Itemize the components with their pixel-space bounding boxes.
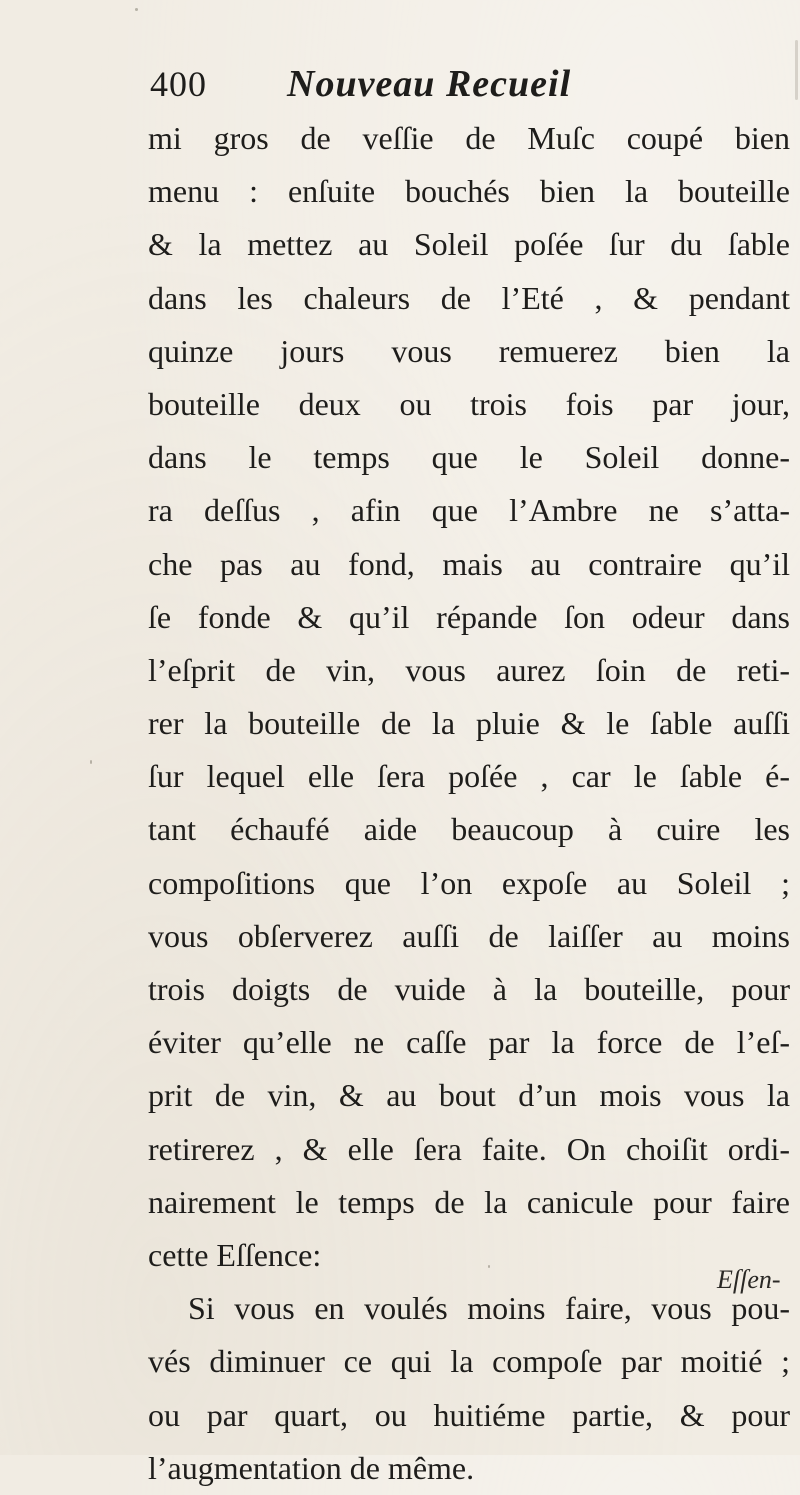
text-line: bouteille deux ou trois fois par jour,	[148, 385, 790, 422]
text-line: vés diminuer ce qui la compoſe par moitié ;	[148, 1343, 790, 1380]
page-number: 400	[150, 64, 207, 104]
text-line: menu : enſuite bouchés bien la bouteille	[148, 173, 790, 210]
text-line: che pas au fond, mais au contraire qu’il	[148, 545, 790, 582]
text-line: vous obſerverez auſſi de laiſſer au moins	[148, 917, 790, 954]
text-line: cette Eſſence:	[148, 1236, 322, 1273]
text-line: tant échaufé aide beaucoup à cuire les	[148, 811, 790, 848]
paper-speck	[795, 40, 798, 100]
text-line: ſur lequel elle ſera poſée , car le ſable é-	[148, 758, 790, 795]
text-line: & la mettez au Soleil poſée ſur du ſable	[148, 226, 790, 263]
text-line: prit de vin, & au bout d’un mois vous la	[148, 1077, 790, 1114]
text-line: mi gros de veſſie de Muſc coupé bien	[148, 120, 790, 156]
running-head: Nouveau Recueil	[287, 63, 572, 105]
paper-speck	[488, 1265, 490, 1268]
paper-speck	[90, 760, 92, 764]
text-line: compoſitions que l’on expoſe au Soleil ;	[148, 864, 790, 901]
text-line: l’augmentation de même.	[148, 1449, 475, 1486]
text-line: nairement le temps de la canicule pour faire	[148, 1183, 790, 1220]
body-text	[148, 112, 798, 1495]
text-line: quinze jours vous remuerez bien la	[148, 332, 790, 369]
text-line: retirerez , & elle ſera faite. On choiſit ordi-	[148, 1130, 790, 1167]
catchword: Eſſen-	[717, 1265, 781, 1294]
text-line: dans les chaleurs de l’Eté , & pendant	[148, 279, 790, 316]
text-line: trois doigts de vuide à la bouteille, pour	[148, 971, 790, 1007]
text-line: Si vous en voulés moins faire, vous pou-	[188, 1290, 790, 1327]
text-line: rer la bouteille de la pluie & le ſable auſſi	[148, 705, 790, 742]
text-line: ſe fonde & qu’il répande ſon odeur dans	[148, 598, 790, 635]
page-header	[150, 62, 710, 108]
text-line: dans le temps que le Soleil donne-	[148, 439, 790, 476]
text-line: ou par quart, ou huitiéme partie, & pour	[148, 1396, 790, 1433]
paper-speck	[135, 8, 138, 11]
text-line: l’eſprit de vin, vous aurez ſoin de reti-	[148, 651, 790, 688]
text-line: ra deſſus , afin que l’Ambre ne s’atta-	[148, 492, 790, 529]
text-line: éviter qu’elle ne caſſe par la force de l’eſ-	[148, 1024, 790, 1061]
